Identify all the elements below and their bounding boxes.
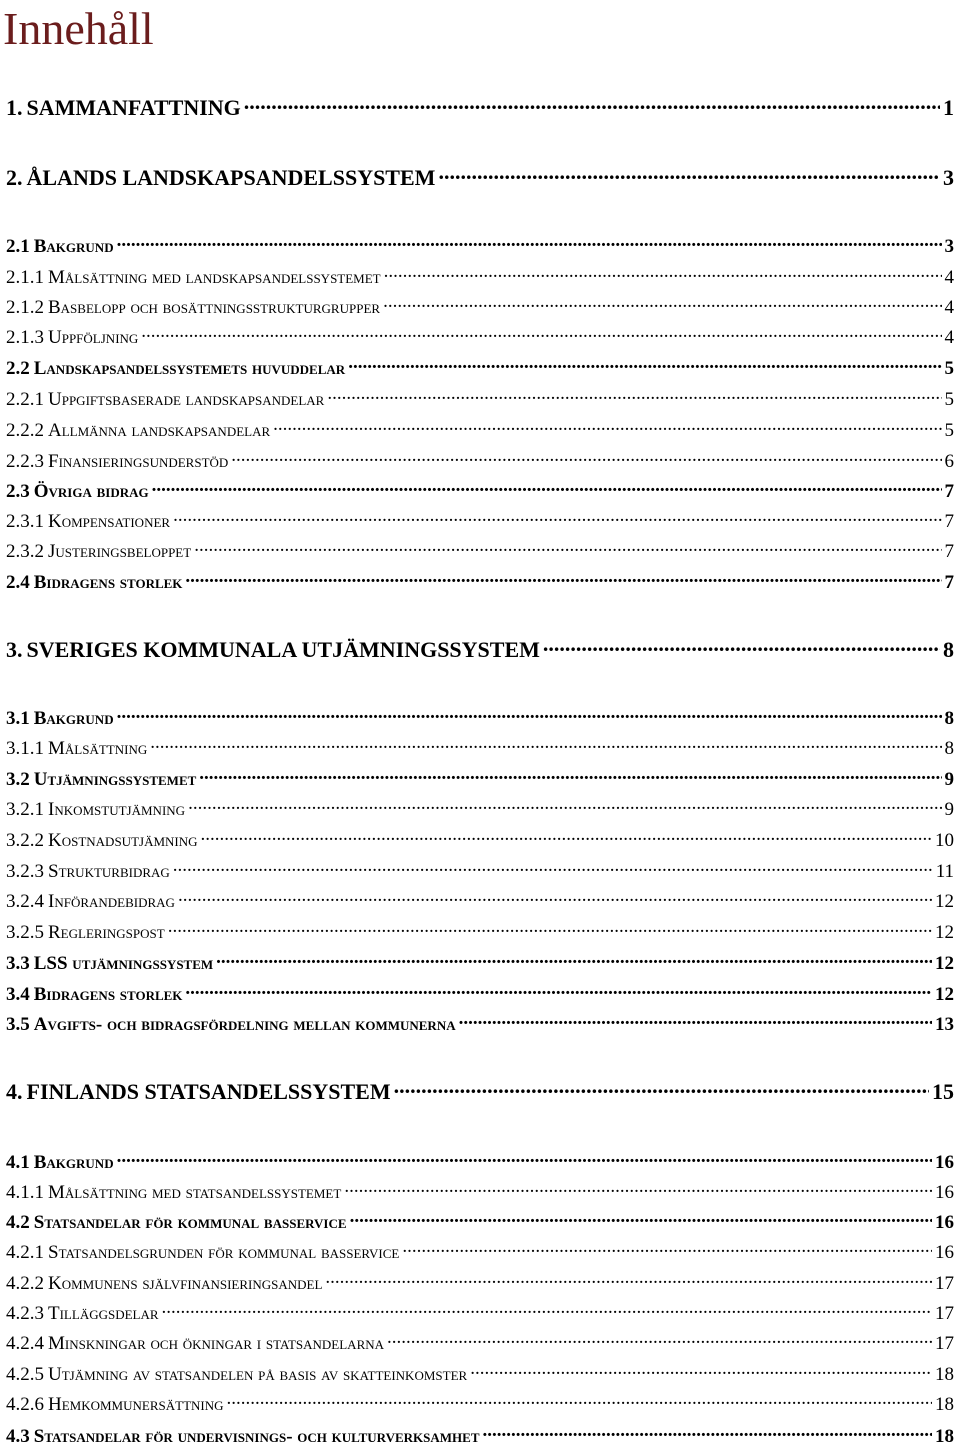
toc-entry-page-number: 16 xyxy=(935,1212,954,1233)
dot-leader xyxy=(387,1330,932,1349)
toc-entry-label: Bakgrund xyxy=(33,1152,114,1173)
toc-entry-label: FINLANDS STATSANDELSSYSTEM xyxy=(26,1079,391,1104)
toc-entry-page-number: 5 xyxy=(944,358,954,379)
toc-entry-label: Statsandelar för kommunal basservice xyxy=(33,1212,347,1233)
toc-entry-number: 2.1.3 xyxy=(6,327,44,348)
toc-entry-number: 4.2.3 xyxy=(6,1303,44,1324)
toc-entry-number: 1. xyxy=(6,95,23,120)
toc-entry-label: Målsättning xyxy=(48,738,148,759)
toc-entry[interactable] xyxy=(6,981,954,1007)
toc-entry[interactable] xyxy=(6,1239,954,1265)
toc-entry-label: SAMMANFATTNING xyxy=(26,95,241,120)
toc-entry-label: Målsättning med landskapsandelssystemet xyxy=(48,267,381,288)
toc-entry[interactable] xyxy=(6,1330,954,1356)
toc-entry[interactable] xyxy=(6,635,954,665)
toc-entry[interactable] xyxy=(6,950,954,976)
dot-leader xyxy=(173,508,941,527)
toc-entry-number: 2.2.2 xyxy=(6,420,44,441)
toc-entry-page-number: 8 xyxy=(944,708,954,729)
toc-entry-number: 2.2 xyxy=(6,358,30,379)
toc-entry[interactable] xyxy=(6,766,954,792)
toc-entry[interactable] xyxy=(6,417,954,443)
toc-entry-page-number: 8 xyxy=(944,738,954,759)
toc-entry-label: Målsättning med statsandelssystemet xyxy=(48,1182,342,1203)
toc-entry[interactable] xyxy=(6,1300,954,1326)
toc-entry-number: 4. xyxy=(6,1079,23,1104)
toc-entry-number: 3.2.4 xyxy=(6,891,44,912)
toc-entry[interactable] xyxy=(6,919,954,945)
toc-entry-number: 3.1.1 xyxy=(6,738,44,759)
toc-entry-page-number: 6 xyxy=(944,451,954,472)
toc-entry[interactable] xyxy=(6,1209,954,1235)
dot-leader xyxy=(402,1239,932,1258)
toc-entry-number: 4.2.1 xyxy=(6,1242,44,1263)
dot-leader xyxy=(231,448,941,467)
toc-entry-label: Finansieringsunderstöd xyxy=(48,451,229,472)
toc-entry[interactable] xyxy=(6,569,954,595)
toc-entry-label: Allmänna landskapsandelar xyxy=(48,420,271,441)
toc-entry-page-number: 16 xyxy=(935,1182,954,1203)
toc-entry[interactable] xyxy=(6,735,954,761)
dot-leader xyxy=(438,163,940,185)
toc-entry-page-number: 11 xyxy=(935,861,954,882)
dot-leader xyxy=(470,1361,932,1380)
dot-leader xyxy=(383,294,941,313)
toc-entry-label: Landskapsandelssystemets huvuddelar xyxy=(33,358,346,379)
toc-entry-page-number: 12 xyxy=(935,984,954,1005)
toc-entry-label: Basbelopp och bosättningsstrukturgrupper xyxy=(48,297,381,318)
dot-leader xyxy=(117,1149,932,1168)
dot-leader xyxy=(227,1391,933,1410)
dot-leader xyxy=(194,538,941,557)
toc-entry-number: 3.4 xyxy=(6,984,30,1005)
toc-entry-page-number: 17 xyxy=(935,1333,954,1354)
dot-leader xyxy=(201,827,932,846)
toc-entry-label: ÅLANDS LANDSKAPSANDELSSYSTEM xyxy=(26,165,436,190)
toc-entry-number: 4.1 xyxy=(6,1152,30,1173)
toc-entry-label: Utjämningssystemet xyxy=(33,769,197,790)
dot-leader xyxy=(173,858,933,877)
toc-entry[interactable] xyxy=(6,1149,954,1175)
toc-entry-number: 4.2 xyxy=(6,1212,30,1233)
toc-entry-page-number: 7 xyxy=(944,541,954,562)
toc-entry-label: Kompensationer xyxy=(48,511,171,532)
toc-entry-number: 2.3.2 xyxy=(6,541,44,562)
dot-leader xyxy=(273,417,941,436)
toc-entry[interactable] xyxy=(6,1011,954,1037)
toc-entry-label: Bakgrund xyxy=(33,236,114,257)
toc-entry[interactable] xyxy=(6,294,954,320)
toc-entry[interactable] xyxy=(6,1077,954,1107)
toc-entry-page-number: 12 xyxy=(935,922,954,943)
dot-leader xyxy=(543,635,940,657)
toc-entry-number: 3.2.2 xyxy=(6,830,44,851)
dot-leader xyxy=(178,888,932,907)
toc-entry-label: Tilläggsdelar xyxy=(48,1303,159,1324)
toc-entry-number: 3.5 xyxy=(6,1014,30,1035)
toc-entry-label: Införandebidrag xyxy=(48,891,175,912)
toc-entry-number: 4.2.4 xyxy=(6,1333,44,1354)
toc-entry-page-number: 17 xyxy=(935,1273,954,1294)
toc-entry-label: Bakgrund xyxy=(33,708,114,729)
toc-entry-label: SVERIGES KOMMUNALA UTJÄMNINGSSYSTEM xyxy=(26,637,540,662)
toc-entry-number: 2.3.1 xyxy=(6,511,44,532)
toc-entry[interactable] xyxy=(6,827,954,853)
toc-entry-label: Uppgiftsbaserade landskapsandelar xyxy=(48,389,325,410)
toc-entry-number: 2.2.3 xyxy=(6,451,44,472)
toc-entry-page-number: 12 xyxy=(935,891,954,912)
toc-entry[interactable] xyxy=(6,1179,954,1205)
toc-entry-page-number: 7 xyxy=(944,511,954,532)
toc-entry[interactable] xyxy=(6,796,954,822)
toc-entry-number: 2.3 xyxy=(6,481,30,502)
toc-entry[interactable] xyxy=(6,163,954,193)
toc-entry-label: Justeringsbeloppet xyxy=(48,541,192,562)
toc-entry-page-number: 10 xyxy=(935,830,954,851)
toc-entry-number: 3.2.3 xyxy=(6,861,44,882)
dot-leader xyxy=(325,1270,932,1289)
page-title: Innehåll xyxy=(3,3,154,54)
toc-entry-label: Bidragens storlek xyxy=(33,984,183,1005)
toc-entry[interactable] xyxy=(6,478,954,504)
toc-entry[interactable] xyxy=(6,705,954,731)
toc-entry-label: Uppföljning xyxy=(48,327,139,348)
toc-entry-page-number: 12 xyxy=(935,953,954,974)
toc-entry-page-number: 17 xyxy=(935,1303,954,1324)
toc-entry-page-number: 16 xyxy=(935,1152,954,1173)
toc-entry-label: Strukturbidrag xyxy=(48,861,170,882)
toc-entry-label: Kommunens självfinansieringsandel xyxy=(48,1273,323,1294)
toc-entry-label: Minskningar och ökningar i statsandelarna xyxy=(48,1333,385,1354)
toc-entry-page-number: 4 xyxy=(944,327,954,348)
toc-entry-number: 3.1 xyxy=(6,708,30,729)
toc-entry-number: 3.2 xyxy=(6,769,30,790)
dot-leader xyxy=(483,1423,933,1442)
toc-entry-number: 3.2.1 xyxy=(6,799,44,820)
toc-entry-page-number: 18 xyxy=(935,1364,954,1385)
toc-entry-number: 4.2.2 xyxy=(6,1273,44,1294)
toc-entry-page-number: 8 xyxy=(943,637,954,662)
toc-entry-page-number: 1 xyxy=(943,95,954,120)
toc-entry-page-number: 3 xyxy=(944,236,954,257)
toc-entry-number: 4.2.6 xyxy=(6,1394,44,1415)
toc-entry[interactable] xyxy=(6,508,954,534)
toc-entry-number: 4.2.5 xyxy=(6,1364,44,1385)
toc-entry[interactable] xyxy=(6,1423,954,1449)
toc-entry-label: Kostnadsutjämning xyxy=(48,830,198,851)
dot-leader xyxy=(327,386,941,405)
toc-entry-number: 2.4 xyxy=(6,572,30,593)
toc-entry-number: 2.1.2 xyxy=(6,297,44,318)
dot-leader xyxy=(350,1209,932,1228)
toc-entry[interactable] xyxy=(6,93,954,123)
toc-entry-number: 4.3 xyxy=(6,1426,30,1447)
toc-entry-number: 4.1.1 xyxy=(6,1182,44,1203)
toc-entry-label: Statsandelar för undervisnings- och kulturverksamhet xyxy=(33,1426,480,1447)
toc-entry-page-number: 4 xyxy=(944,267,954,288)
dot-leader xyxy=(348,355,941,374)
dot-leader xyxy=(394,1077,929,1099)
toc-entry-number: 3.3 xyxy=(6,953,30,974)
dot-leader xyxy=(150,735,941,754)
toc-entry-number: 3.2.5 xyxy=(6,922,44,943)
dot-leader xyxy=(185,569,941,588)
dot-leader xyxy=(459,1011,932,1030)
dot-leader xyxy=(344,1179,932,1198)
toc-entry[interactable] xyxy=(6,386,954,412)
toc-entry[interactable] xyxy=(6,264,954,290)
toc-entry-number: 2.1.1 xyxy=(6,267,44,288)
dot-leader xyxy=(384,264,942,283)
dot-leader xyxy=(185,981,932,1000)
toc-entry-page-number: 9 xyxy=(944,799,954,820)
dot-leader xyxy=(199,766,941,785)
dot-leader xyxy=(117,233,942,252)
toc-entry[interactable] xyxy=(6,355,954,381)
toc-entry-label: LSS utjämningssystem xyxy=(33,953,214,974)
toc-entry-page-number: 5 xyxy=(944,420,954,441)
toc-entry-number: 2. xyxy=(6,165,23,190)
toc-entry-page-number: 5 xyxy=(944,389,954,410)
toc-entry-page-number: 18 xyxy=(935,1426,954,1447)
toc-entry-label: Regleringspost xyxy=(48,922,165,943)
toc-entry-page-number: 3 xyxy=(943,165,954,190)
toc-entry-page-number: 15 xyxy=(932,1079,954,1104)
toc-entry-label: Hemkommunersättning xyxy=(48,1394,224,1415)
toc-entry-label: Inkomstutjämning xyxy=(48,799,186,820)
toc-entry-page-number: 4 xyxy=(944,297,954,318)
toc-entry[interactable] xyxy=(6,324,954,350)
toc-entry[interactable] xyxy=(6,233,954,259)
toc-entry[interactable] xyxy=(6,888,954,914)
toc-entry[interactable] xyxy=(6,858,954,884)
toc-entry-page-number: 18 xyxy=(935,1394,954,1415)
toc-entry-page-number: 7 xyxy=(944,572,954,593)
dot-leader xyxy=(141,324,941,343)
toc-entry-page-number: 16 xyxy=(935,1242,954,1263)
dot-leader xyxy=(117,705,942,724)
dot-leader xyxy=(244,93,940,115)
toc-entry-label: Bidragens storlek xyxy=(33,572,183,593)
dot-leader xyxy=(216,950,932,969)
toc-entry-label: Statsandelsgrunden för kommunal basservice xyxy=(48,1242,400,1263)
toc-entry-page-number: 7 xyxy=(944,481,954,502)
toc-entry[interactable] xyxy=(6,448,954,474)
toc-entry-label: Utjämning av statsandelen på basis av skatteinkomster xyxy=(48,1364,468,1385)
toc-entry-number: 2.2.1 xyxy=(6,389,44,410)
toc-entry-number: 3. xyxy=(6,637,23,662)
dot-leader xyxy=(188,796,941,815)
toc-entry-page-number: 13 xyxy=(935,1014,954,1035)
toc-entry-number: 2.1 xyxy=(6,236,30,257)
dot-leader xyxy=(168,919,932,938)
toc-entry[interactable] xyxy=(6,538,954,564)
toc-entry[interactable] xyxy=(6,1391,954,1417)
dot-leader xyxy=(162,1300,932,1319)
dot-leader xyxy=(152,478,942,497)
toc-entry[interactable] xyxy=(6,1270,954,1296)
toc-entry-label: Avgifts- och bidragsfördelning mellan kommunerna xyxy=(33,1014,456,1035)
toc-entry[interactable] xyxy=(6,1361,954,1387)
toc-entry-page-number: 9 xyxy=(944,769,954,790)
toc-entry-label: Övriga bidrag xyxy=(33,481,149,502)
